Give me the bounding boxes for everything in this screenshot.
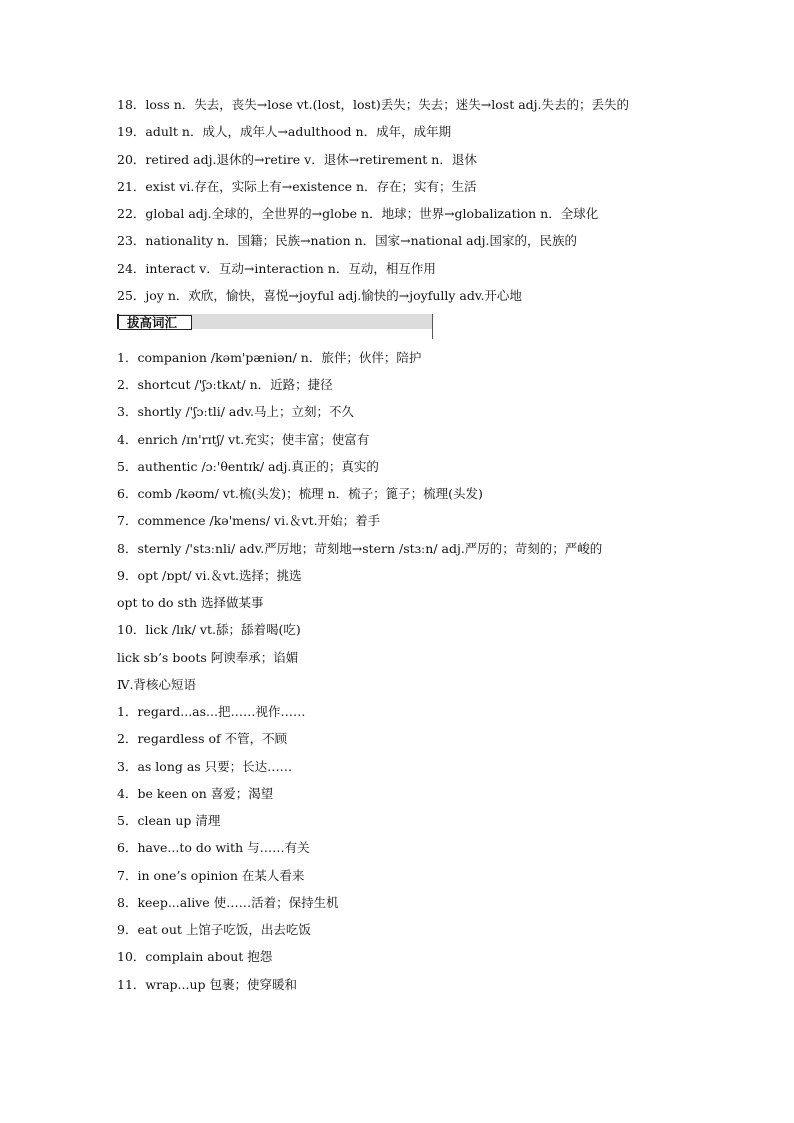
advanced-vocab-line-7: 7．commence /kə'mens/ vi.＆vt.开始；着手 (117, 513, 381, 528)
vocab-line-20: 20．retired adj.退休的→retire v．退休→retirement n．退休 (117, 152, 477, 167)
vocab-line-18: 18．loss n．失去，丧失→lose vt.(lost，lost)丢失；失去；迷失→lost adj.失去的；丢失的 (117, 97, 630, 112)
advanced-vocab-line-8: 8．sternly /'stɜːnli/ adv.严厉地；苛刻地→stern /stɜːn/ adj.严厉的；苛刻的；严峻的 (117, 541, 603, 556)
phrase-line-2: 2．regardless of 不管，不顾 (117, 731, 288, 746)
phrase-line-3: 3．as long as 只要；长达…… (117, 759, 293, 774)
usage-line-opt: opt to do sth 选择做某事 (117, 595, 264, 610)
vocab-line-21: 21．exist vi.存在，实际上有→existence n．存在；实有；生活 (117, 179, 477, 194)
advanced-vocab-line-2: 2．shortcut /'ʃɔːtkʌt/ n．近路；捷径 (117, 377, 333, 392)
usage-line-lick: lick sb’s boots 阿谀奉承；谄媚 (117, 650, 299, 665)
phrase-line-11: 11．wrap...up 包裹；使穿暖和 (117, 977, 297, 992)
phrase-line-5: 5．clean up 清理 (117, 813, 221, 828)
advanced-vocab-line-9: 9．opt /ɒpt/ vi.＆vt.选择；挑选 (117, 568, 302, 583)
phrase-line-4: 4．be keen on 喜爱；渴望 (117, 786, 274, 801)
phrases-heading: Ⅳ.背核心短语 (117, 677, 196, 692)
advanced-vocab-line-6: 6．comb /kəʊm/ vt.梳(头发)；梳理 n．梳子；篦子；梳理(头发) (117, 486, 483, 501)
advanced-vocab-line-3: 3．shortly /'ʃɔːtli/ adv.马上；立刻；不久 (117, 404, 354, 419)
section-header-right-rule (432, 314, 433, 339)
phrase-line-10: 10．complain about 抱怨 (117, 949, 273, 964)
phrase-line-9: 9．eat out 上馆子吃饭，出去吃饭 (117, 922, 311, 937)
phrase-line-1: 1．regard...as...把……视作…… (117, 704, 306, 719)
vocab-line-19: 19．adult n．成人，成年人→adulthood n．成年，成年期 (117, 124, 452, 139)
section-header-tag (119, 315, 192, 330)
advanced-vocab-line-4: 4．enrich /ɪn'rɪtʃ/ vt.充实；使丰富；使富有 (117, 432, 370, 447)
advanced-vocab-line-1: 1．companion /kəm'pæniən/ n．旅伴；伙伴；陪护 (117, 350, 422, 365)
vocab-line-23: 23．nationality n．国籍；民族→nation n．国家→national adj.国家的，民族的 (117, 233, 577, 248)
vocab-line-24: 24．interact v．互动→interaction n．互动，相互作用 (117, 261, 436, 276)
section-header-bar (117, 314, 433, 339)
phrase-line-6: 6．have...to do with 与……有关 (117, 840, 310, 855)
phrase-line-7: 7．in one’s opinion 在某人看来 (117, 868, 305, 883)
section-title: 拔高词汇 (127, 315, 178, 330)
advanced-vocab-line-5: 5．authentic /ɔː'θentɪk/ adj.真正的；真实的 (117, 459, 379, 474)
vocab-line-22: 22．global adj.全球的，全世界的→globe n．地球；世界→globalization n．全球化 (117, 206, 599, 221)
advanced-vocab-line-10: 10．lick /lɪk/ vt.舔；舔着喝(吃) (117, 622, 301, 637)
vocab-line-25: 25．joy n．欢欣，愉快，喜悦→joyful adj.愉快的→joyfully adv.开心地 (117, 288, 522, 303)
phrase-line-8: 8．keep...alive 使……活着；保持生机 (117, 895, 339, 910)
